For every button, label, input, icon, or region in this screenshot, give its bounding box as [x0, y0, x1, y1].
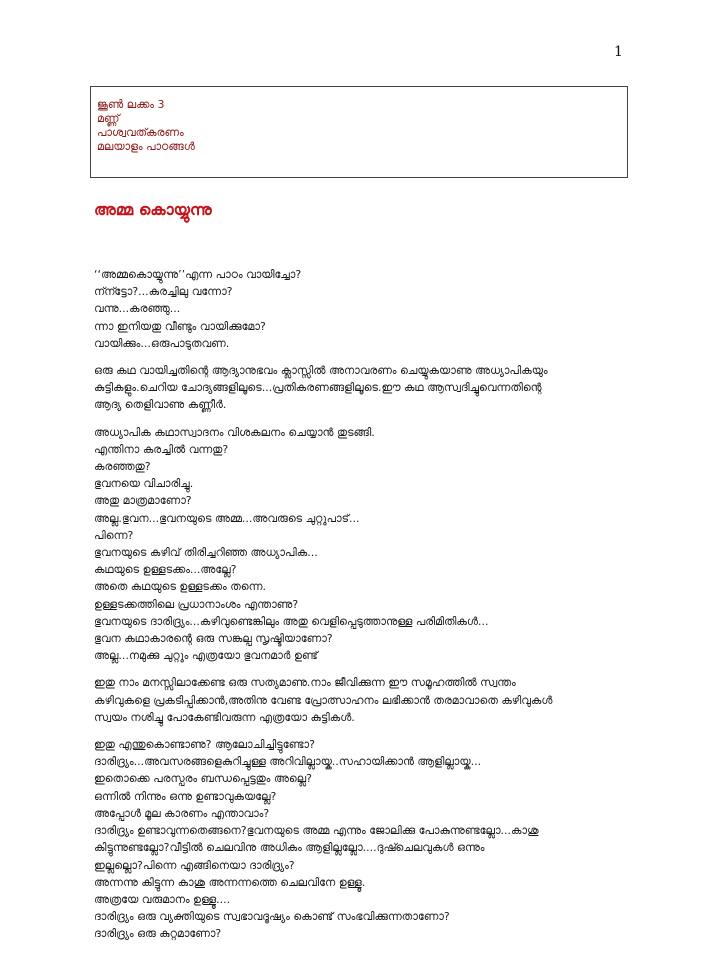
text-line: ന്നാ ഇനിയതു വീണ്ടും വായിക്കുമോ? — [94, 319, 266, 333]
page-number: 1 — [614, 44, 623, 60]
text-line: പിന്നെ? — [94, 528, 134, 542]
text-line: ദാരിദ്ര്യം ഒരു കുറ്റമാണോ? — [94, 927, 222, 941]
text-line: അതു മാത്രമാണോ? — [94, 494, 192, 508]
text-line: കിട്ടുന്നുണ്ടല്ലോ?വീട്ടിൽ ചെലവിനു അധികം ആളില്ലല്ലോ....ദുഷ്ചെലവുകൾ ഒന്നും — [94, 841, 485, 855]
paragraph — [94, 736, 634, 942]
text-line: ഒരു കഥ വായിച്ചതിന്റെ ആദ്യാനുഭവം ക്ലാസ്സിൽ അനാവരണം ചെയ്യുകയാണു അധ്യാപികയും — [94, 364, 548, 378]
text-line: ദാരിദ്ര്യം ഒരു വ്യക്തിയുടെ സ്വഭാവദൂഷ്യം കൊണ്ട് സംഭവിക്കുന്നതാണോ? — [94, 910, 450, 924]
text-line: ഉള്ളടക്കത്തിലെ പ്രധാനാംശം എന്താണു? — [94, 597, 299, 611]
text-line: ആദ്യ തെളിവാണു കണ്ണീർ. — [94, 398, 227, 412]
paragraph — [94, 362, 634, 414]
text-line: ഇതൊക്കെ പരസ്പരം ബന്ധപ്പെട്ടതും അല്ലെ? — [94, 772, 312, 786]
paragraph — [94, 424, 634, 665]
text-line: അതെ കഥയുടെ ഉള്ളടക്കം തന്നെ. — [94, 580, 266, 594]
text-line: അല്ല.ഭുവന...ഭുവനയുടെ അമ്മ...അവരുടെ ചുറ്റുപാട്... — [94, 511, 360, 525]
topic-label: മണ്ണ് — [97, 112, 120, 125]
text-line: കഴിവുകളെ പ്രകടിപ്പിക്കാൻ,അതിനു വേണ്ട പ്രോത്സാഹനം ലഭിക്കാൻ തരമാവാതെ കഴിവുകൾ — [94, 693, 553, 707]
text-line: ഭുവനയുടെ ദാരിദ്ര്യം...കഴിവുണ്ടെങ്കിലും അതു വെളിപ്പെടുത്താനുള്ള പരിമിതികൾ... — [94, 614, 489, 628]
text-line: വായിക്കും...ഒരുപാടുതവണ. — [94, 336, 230, 350]
text-line: ‘‘അമ്മകൊയ്യുന്നു’’എന്ന പാഠം വായിച്ചോ? — [94, 268, 302, 281]
text-line: കഥയുടെ ഉള്ളടക്കം...അല്ലേ? — [94, 563, 237, 577]
text-line: ഭുവനയുടെ കഴിവ് തിരിച്ചറിഞ്ഞ അധ്യാപിക... — [94, 546, 318, 560]
text-line: വന്നു...കരഞ്ഞു... — [94, 302, 181, 316]
text-line: അല്ല...നമുക്കു ചുറ്റും എത്രയോ ഭുവനമാർ ഉണ്ട് — [94, 649, 318, 663]
article-title: അമ്മ കൊയ്യുന്നു — [94, 200, 212, 219]
text-line: ഒന്നിൽ നിന്നും ഒന്നു ഉണ്ടാവുകയല്ലേ? — [94, 789, 277, 803]
text-line: സ്വയം നശിച്ചു പോകേണ്ടിവരുന്ന എത്രയോ കുട്ടികൾ. — [94, 710, 355, 724]
text-line: ന്ന്ട്ടോ?...കരച്ചിലു വന്നോ? — [94, 285, 233, 299]
issue-label: ജൂൺ ലക്കം 3 — [97, 98, 165, 111]
text-line: അത്രയേ വരുമാനം ഉള്ളൂ.... — [94, 892, 231, 906]
paragraph — [94, 266, 634, 352]
text-line: ദാരിദ്ര്യം...അവസരങ്ങളെകുറിച്ചുള്ള അറിവില്ലായ്ക..സഹായിക്കാൻ ആളില്ലായ്ക... — [94, 755, 482, 769]
text-line: ഭുവനയെ വിചാരിച്ചു. — [94, 477, 194, 491]
text-line: ഇതു എന്തുകൊണ്ടാണു? ആലോചിച്ചിട്ടുണ്ടോ? — [94, 738, 315, 752]
text-line: എന്തിനാ കരച്ചിൽ വന്നതു? — [94, 442, 229, 456]
text-line: കുട്ടികളും.ചെറിയ ചോദ്യങ്ങളിലൂടെ...പ്രതികരണങ്ങളിലൂടെ.ഈ കഥ ആസ്വദിച്ചുവെന്നതിന്റെ — [94, 381, 542, 395]
text-line: അന്നന്നു കിട്ടുന്ന കാശു അന്നന്നത്തെ ചെലവിനേ ഉള്ളൂ. — [94, 875, 366, 889]
subtopic-label: പാശ്വവത്കരണം — [97, 126, 184, 139]
text-line: അധ്യാപിക കഥാസ്വാദനം വിശകലനം ചെയ്യാൻ തുടങ്ങി. — [94, 425, 375, 439]
text-line: ഇതു നാം മനസ്സിലാക്കേണ്ട ഒരു സത്യമാണു.നാം ജീവിക്കുന്ന ഈ സമൂഹത്തിൽ സ്വന്തം — [94, 676, 516, 690]
text-line: അപ്പോൾ മൂല കാരണം എന്താവാം? — [94, 806, 270, 820]
text-line: ദാരിദ്ര്യം ഉണ്ടാവുന്നതെങ്ങനെ?ഭുവനയുടെ അമ്മ എന്നും ജോലിക്കു പോകുന്നുണ്ടല്ലോ...കാശു — [94, 824, 539, 838]
issue-info-box — [90, 86, 628, 178]
paragraph — [94, 674, 634, 726]
article-body — [94, 266, 634, 953]
text-line: ഇല്ലല്ലൊ?പിന്നെ എങ്ങിനെയാ ദാരിദ്ര്യം? — [94, 858, 295, 872]
section-label: മലയാളം പാഠങ്ങൾ — [97, 140, 195, 153]
text-line: കരഞ്ഞതു? — [94, 460, 151, 474]
text-line: ഭുവന കഥാകാരന്റെ ഒരു സങ്കല്പ സൃഷ്ടിയാണോ? — [94, 632, 333, 646]
